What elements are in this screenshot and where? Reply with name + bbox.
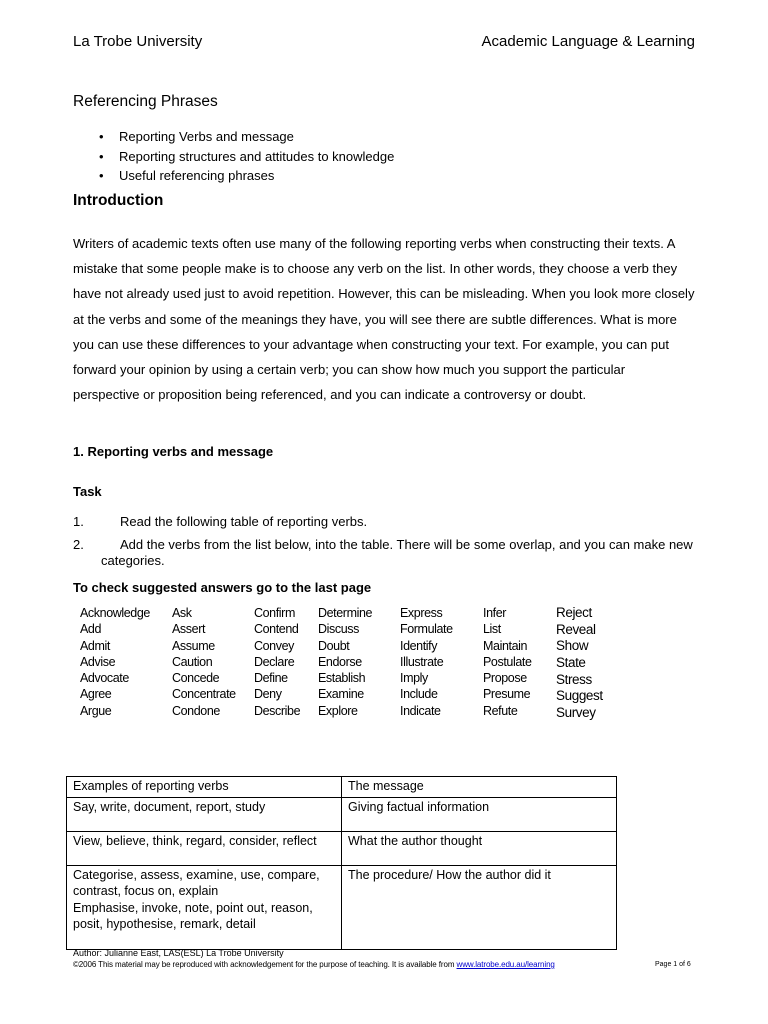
bullet-icon: •: [99, 168, 104, 183]
footer-copyright: ©2006 This material may be reproduced with acknowledgement for the purpose of teaching. It is available from www.latrobe.edu.au/learning: [73, 960, 555, 969]
verb-column: Infer List Maintain Postulate Propose Presume Refute: [483, 606, 532, 718]
reporting-verbs-table: [66, 776, 617, 950]
table-row: [67, 865, 617, 949]
verb-column: Acknowledge Add Admit Advise Advocate Agree Argue: [80, 606, 150, 718]
table-header: Examples of reporting verbs: [67, 777, 342, 798]
list-item: • Reporting structures and attitudes to knowledge: [73, 147, 394, 167]
topic-list: [73, 127, 394, 186]
task-steps: [73, 514, 695, 569]
list-item: • Useful referencing phrases: [73, 166, 394, 186]
table-cell: Giving factual information: [342, 797, 617, 831]
footer-link[interactable]: www.latrobe.edu.au/learning: [456, 960, 555, 969]
check-answers-note: To check suggested answers go to the last page: [73, 580, 372, 595]
table-header-row: [67, 777, 617, 798]
table-cell: What the author thought: [342, 831, 617, 865]
bullet-icon: •: [99, 148, 104, 164]
bullet-icon: •: [99, 129, 104, 144]
section-heading: 1. Reporting verbs and message: [73, 444, 274, 459]
list-item: • Reporting Verbs and message: [73, 127, 394, 147]
header-left: La Trobe University: [73, 33, 203, 50]
table-cell: View, believe, think, regard, consider, reflect: [67, 831, 342, 865]
page-number: Page 1 of 6: [655, 961, 691, 968]
task-step: 2. Add the verbs from the list below, into the table. There will be some overlap, and you can make new categories.: [73, 537, 693, 568]
verb-column: Reject Reveal Show State Stress Suggest Survey: [556, 605, 603, 721]
table-cell: Categorise, assess, examine, use, compare, contrast, focus on, explain Emphasise, invoke, note, point out, reason, posit, hypothesise, remark, detail: [67, 865, 342, 949]
table-header: The message: [342, 777, 617, 798]
intro-paragraph: Writers of academic texts often use many of the following reporting verbs when constructing their texts. A mistake that some people make is to choose any verb on the list. In other words, they choose a verb they have not already used just to avoid repetition. However, this can be misleading. When you look more closely at the verbs and some of the meanings they have, you will see there are subtle differences. What is more you can use these differences to your advantage when constructing your text. For example, you can put forward your opinion by using a certain verb; you can show how much you support the particular perspective or proposition being referenced, and you can indicate a controversy or doubt.: [73, 236, 695, 403]
verb-column: Ask Assert Assume Caution Concede Concentrate Condone: [172, 606, 236, 718]
page-title: Referencing Phrases: [73, 93, 218, 110]
task-heading: Task: [73, 484, 102, 499]
intro-heading: Introduction: [73, 192, 164, 209]
table-cell: The procedure/ How the author did it: [342, 865, 617, 949]
verb-column: Express Formulate Identify Illustrate Imply Include Indicate: [400, 606, 453, 718]
header-right: Academic Language & Learning: [481, 33, 695, 50]
table-row: [67, 831, 617, 865]
footer-author: Author: Julianne East, LAS(ESL) La Trobe University: [73, 948, 284, 958]
task-step: 1. Read the following table of reporting verbs.: [73, 514, 368, 529]
verb-column: Confirm Contend Convey Declare Define Deny Describe: [254, 606, 301, 718]
table-cell: Say, write, document, report, study: [67, 797, 342, 831]
table-row: [67, 797, 617, 831]
verb-column: Determine Discuss Doubt Endorse Establish Examine Explore: [318, 606, 373, 718]
